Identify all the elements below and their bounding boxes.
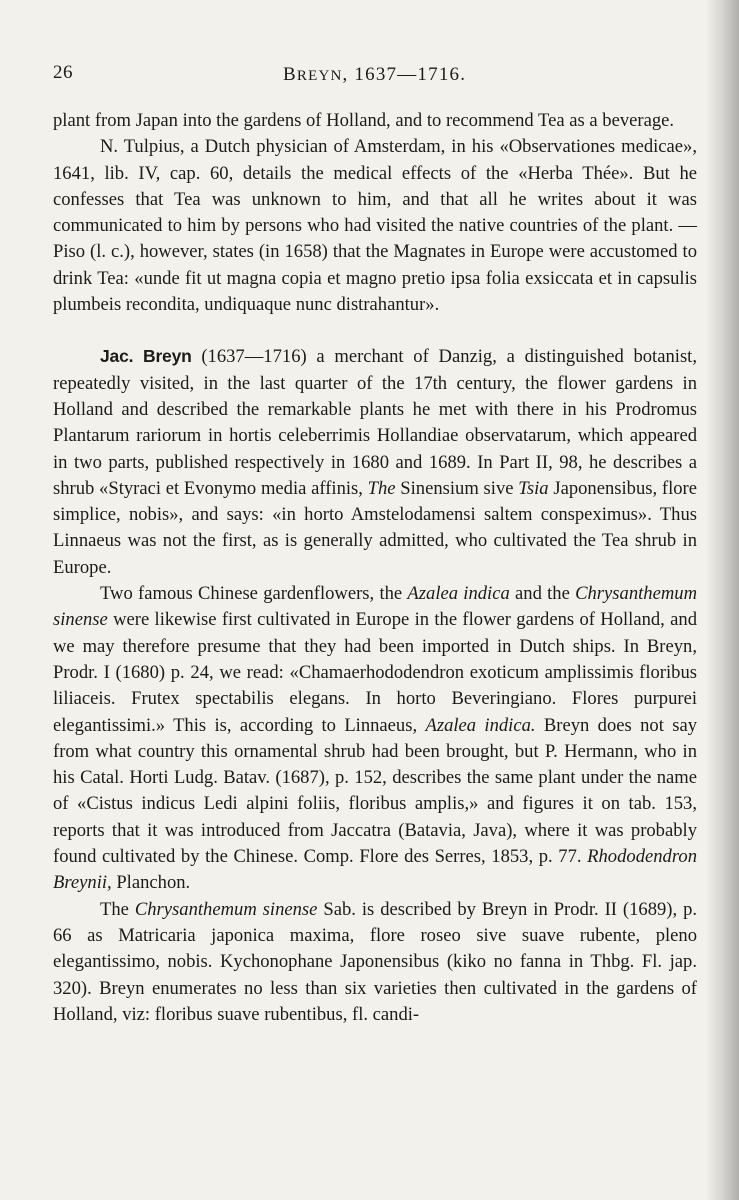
text-span: and the [509,583,576,605]
text-span: Planchon. [111,872,191,894]
running-title-initial: B [283,64,297,85]
entry-name-breyn: Jac. Breyn [100,346,192,367]
body-text [53,108,697,1028]
paragraph-gardenflowers [53,581,697,897]
italic-chrysanthemum-sinense: Chrysanthemum sinense [53,583,697,631]
running-head [53,62,697,92]
running-title-rest: REYN [296,68,343,84]
italic-tsia: Tsia [518,477,549,499]
text-span: were likewise first cultivated in Europe in the flower gardens of Holland, and we may therefore presume that they had been imported in Dutch ships. In Breyn, Prodr. I (1680) p. 24, we read: «Chamaerhododendron exoticum amplissimis floribus liliaceis. Frutex spectabilis elegans. In horto Beveringiano. Flores purpurei elegantissimi.» This is, according to Linnaeus, [53,609,697,736]
running-title-dates: , 1637—1716. [342,64,467,85]
text-span: Two famous Chinese gardenflowers, the [100,583,408,605]
text-span: Breyn does not say from what country this ornamental shrub had been brought, but P. Hermann, who in his Catal. Horti Ludg. Batav. (1687), p. 152, describes the same plant under the name of «Cistus indicus Ledi alpini foliis, floribus amplis,» and figures it on tab. 153, reports that it was introduced from Jaccatra (Batavia, Java), where it was probably found cultivated by the Chinese. Comp. Flore des Serres, 1853, p. 77. [53,714,697,868]
italic-the: The [367,477,396,499]
running-title [283,64,466,86]
text-span: Sinensium sive [395,477,519,499]
book-page [53,62,697,1028]
paragraph-chrysanthemum [53,897,697,1028]
text-span: Sab. is described by Breyn in Prodr. II (1689), p. 66 as Matricaria japonica maxima, flore roseo sive suave rubente, pleno elegantissimo, nobis. Kychonophane Japonensibus (kiko no fanna in Thbg. Fl. jap. 320). Breyn enumerates no less than six varieties then cultivated in the gardens of Holland, viz: floribus suave rubentibus, fl. candi- [53,898,698,1025]
italic-rhododendron-breynii: Rhododendron Breynii, [53,846,697,894]
paragraph-breyn [53,343,697,581]
paragraph-tea-holland: plant from Japan into the gardens of Holland, and to recommend Tea as a beverage. [53,110,675,131]
page-number: 26 [53,62,73,83]
italic-azalea-indica-2: Azalea indica. [425,714,536,736]
paragraph-tulpius: N. Tulpius, a Dutch physician of Amsterdam, in his «Observationes medicae», 1641, lib. IV, cap. 60, details the medical effects of the «Herba Thée». But he confesses that Tea was unknown to him, and that all he writes about it was communicated to him by persons who had visited the native countries of the plant. — Piso (l. c.), however, states (in 1658) that the Magnates in Europe were accustomed to drink Tea: «unde fit ut magna copia et magno pretio ipsa folia exsiccata et in capsulis plumbeis recondita, undiquaque nunc distrahantur». [53,136,697,316]
italic-chrysanthemum-sinense-2: Chrysanthemum sinense [134,898,318,920]
text-span: The [100,898,135,920]
page-edge-shadow [705,0,739,1200]
text-span: (1637—1716) a merchant of Danzig, a distinguished botanist, repeatedly visited, in the last quarter of the 17th century, the flower gardens in Holland and described the remarkable plants he met with there in his Prodromus Plantarum rariorum in hortis celeberrimis Hollandiae observatarum, which appeared in two parts, published respectively in 1680 and 1689. In Part II, 98, he describes a shrub «Styraci et Evonymo media affinis, [53,346,697,499]
text-span: Japonensibus, flore simplice, nobis», and says: «in horto Amstelodamensi saltem conspeximus». Thus Linnaeus was not the first, as is generally admitted, who cultivated the Tea shrub in Europe. [53,477,697,578]
italic-azalea-indica: Azalea indica [407,583,510,605]
